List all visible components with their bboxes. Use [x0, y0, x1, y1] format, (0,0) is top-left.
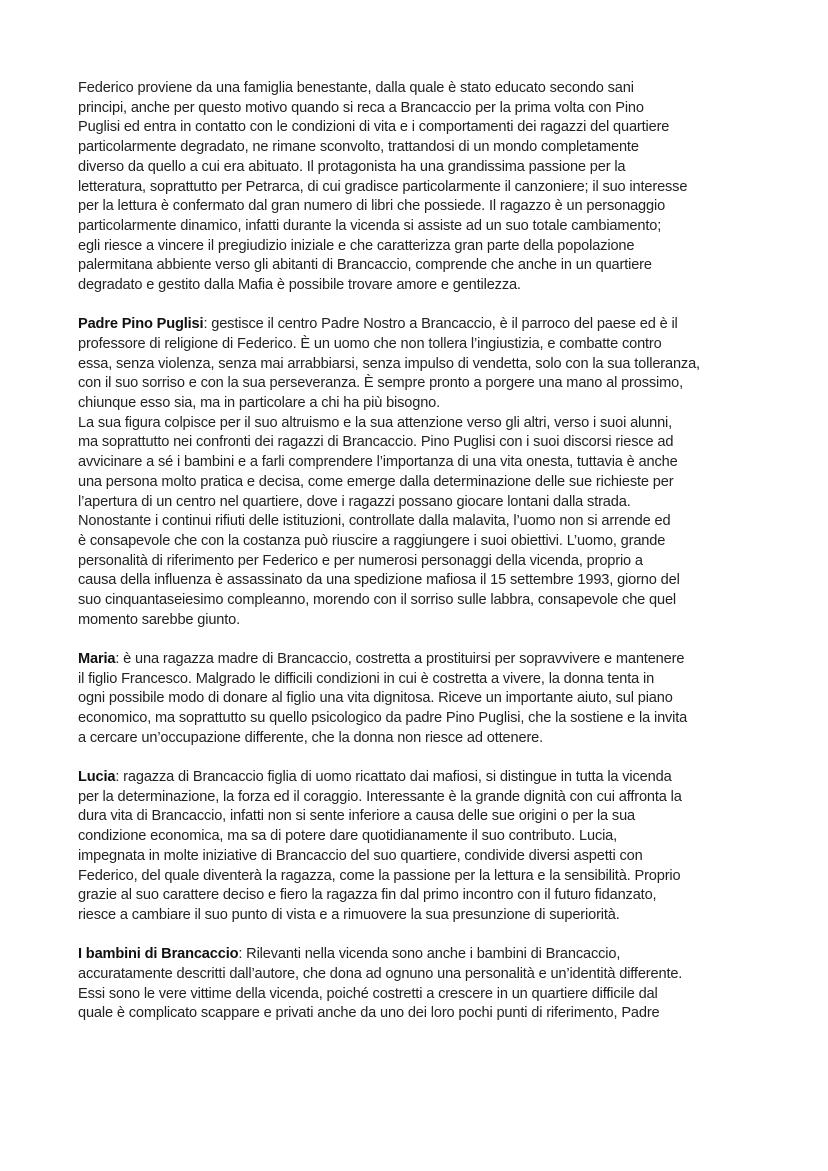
- paragraph-padre-pino-puglisi: [78, 315, 768, 630]
- text-line: letteratura, soprattutto per Petrarca, di cui gradisce particolarmente il canzoniere; il suo interesse: [78, 178, 688, 195]
- paragraph-maria: [78, 650, 768, 749]
- document-page: [78, 79, 768, 1043]
- text-line: Puglisi ed entra in contatto con le condizioni di vita e i comportamenti dei ragazzi del quartiere: [78, 119, 670, 136]
- text-line: il figlio Francesco. Malgrado le difficili condizioni in cui è costretta a vivere, la donna tenta in: [78, 670, 655, 687]
- character-name: Lucia: [78, 769, 116, 785]
- text-fragment: : è una ragazza madre di Brancaccio, costretta a prostituirsi per sopravvivere e mantenere: [115, 650, 685, 667]
- text-line: accuratamente descritti dall’autore, che dona ad ognuno una personalità e un’identità differente.: [78, 965, 683, 982]
- text-line: a cercare un’occupazione differente, che la donna non riesce ad ottenere.: [78, 729, 544, 746]
- paragraph-lucia: [78, 768, 768, 926]
- text-line: degradato e gestito dalla Mafia è possibile trovare amore e gentilezza.: [78, 277, 521, 294]
- text-line: principi, anche per questo motivo quando si reca a Brancaccio per la prima volta con Pino: [78, 99, 644, 116]
- text-line: per la lettura è confermato dal gran numero di libri che possiede. Il ragazzo è un personaggio: [78, 198, 666, 215]
- text-line: Federico proviene da una famiglia benestante, dalla quale è stato educato secondo sani: [78, 80, 634, 96]
- text-fragment: : gestisce il centro Padre Nostro a Brancaccio, è il parroco del paese ed è il: [203, 316, 678, 333]
- text-line: egli riesce a vincere il pregiudizio iniziale e che caratterizza gran parte della popolazione: [78, 237, 635, 254]
- text-line: dura vita di Brancaccio, infatti non si sente inferiore a causa delle sue origini o per la sua: [78, 808, 636, 825]
- text-fragment: : ragazza di Brancaccio figlia di uomo ricattato dai mafiosi, si distingue in tutta la vicenda: [115, 769, 672, 785]
- text-line: causa della influenza è assassinato da una spedizione mafiosa il 15 settembre 1993, giorno del: [78, 572, 680, 589]
- text-line: l’apertura di un centro nel quartiere, dove i ragazzi possano giocare lontani dalla strada.: [78, 493, 631, 510]
- text-line: con il suo sorriso e con la sua perseveranza. È sempre pronto a porgere una mano al prossimo,: [78, 375, 683, 392]
- text-line: impegnata in molte iniziative di Brancaccio del suo quartiere, condivide diversi aspetti con: [78, 847, 643, 864]
- text-line: La sua figura colpisce per il suo altruismo e la sua attenzione verso gli altri, verso i suoi alunni,: [78, 414, 673, 431]
- text-line: palermitana abbiente verso gli abitanti di Brancaccio, comprende che anche in un quartiere: [78, 257, 652, 274]
- text-line: chiunque esso sia, ma in particolare a chi ha più bisogno.: [78, 395, 441, 412]
- text-line: riesce a cambiare il suo punto di vista e a rimuovere la sua presunzione di superiorità.: [78, 906, 620, 923]
- text-line: quale è complicato scappare e privati anche da uno dei loro pochi punti di riferimento, Padre: [78, 1005, 660, 1022]
- text-line: [78, 945, 768, 965]
- text-line: suo cinquantaseiesimo compleanno, morendo con il sorriso sulle labbra, consapevole che quel: [78, 592, 677, 609]
- text-line: Nonostante i continui rifiuti delle istituzioni, controllate dalla malavita, l’uomo non si arrende ed: [78, 513, 671, 530]
- character-name: I bambini di Brancaccio: [78, 946, 239, 963]
- text-line: particolarmente degradato, ne rimane sconvolto, trattandosi di un mondo completamente: [78, 139, 639, 156]
- text-line: per la determinazione, la forza ed il coraggio. Interessante è la grande dignità con cui affronta la: [78, 788, 682, 805]
- text-line: particolarmente dinamico, infatti durante la vicenda si assiste ad un suo totale cambiamento;: [78, 217, 662, 234]
- paragraph-federico: [78, 79, 768, 296]
- text-line: essa, senza violenza, senza mai arrabbiarsi, senza impulso di vendetta, solo con la sua tolleranza,: [78, 355, 700, 372]
- text-line: personalità di riferimento per Federico e per numerosi personaggi della vicenda, proprio a: [78, 552, 643, 569]
- text-line: diverso da quello a cui era abituato. Il protagonista ha una grandissima passione per la: [78, 158, 626, 175]
- character-name: Maria: [78, 650, 116, 667]
- text-line: [78, 650, 768, 670]
- text-line: [78, 315, 768, 335]
- character-name: Padre Pino Puglisi: [78, 316, 204, 333]
- text-line: momento sarebbe giunto.: [78, 611, 241, 628]
- text-line: avvicinare a sé i bambini e a farli comprendere l’importanza di una vita onesta, tuttavia è anche: [78, 454, 678, 471]
- text-line: professore di religione di Federico. È un uomo che non tollera l’ingiustizia, e combatte contro: [78, 335, 662, 352]
- paragraph-bambini-di-brancaccio: [78, 945, 768, 1024]
- text-line: è consapevole che con la costanza può riuscire a raggiungere i suoi obiettivi. L’uomo, grande: [78, 532, 666, 549]
- text-line: ma soprattutto nei confronti dei ragazzi di Brancaccio. Pino Puglisi con i suoi discorsi riesce ad: [78, 434, 674, 451]
- text-line: ogni possibile modo di donare al figlio una vita dignitosa. Riceve un importante aiuto, sul piano: [78, 690, 673, 707]
- text-line: economico, ma soprattutto su quello psicologico da padre Pino Puglisi, che la sostiene e la invita: [78, 710, 688, 727]
- text-line: condizione economica, ma sa di potere dare quotidianamente il suo contributo. Lucia,: [78, 828, 618, 845]
- text-line: una persona molto pratica e decisa, come emerge dalla determinazione delle sue richieste per: [78, 473, 674, 490]
- text-line: [78, 768, 768, 788]
- text-line: grazie al suo carattere deciso e fiero la ragazza fin dal primo incontro con il futuro fidanzato,: [78, 887, 657, 904]
- text-fragment: : Rilevanti nella vicenda sono anche i bambini di Brancaccio,: [238, 946, 621, 963]
- text-line: Federico, del quale diventerà la ragazza, come la passione per la lettura e la sensibilità. Proprio: [78, 867, 681, 884]
- text-line: Essi sono le vere vittime della vicenda, poiché costretti a crescere in un quartiere difficile dal: [78, 985, 658, 1002]
